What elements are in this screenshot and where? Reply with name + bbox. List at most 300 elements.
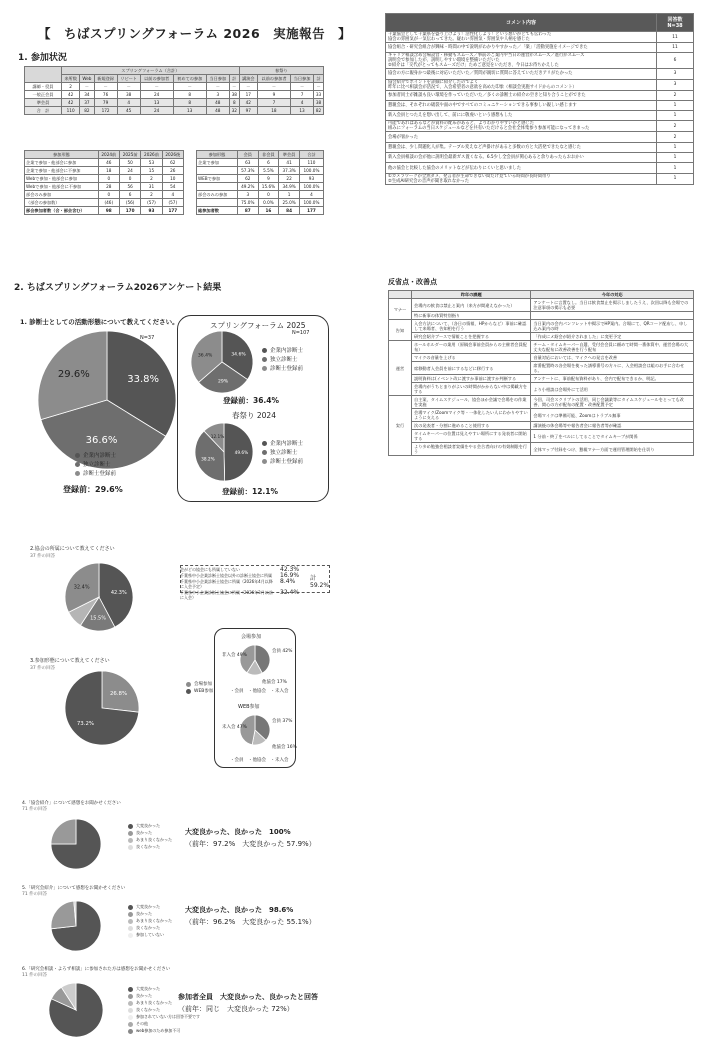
comment-text [386,173,657,184]
reflection-col-issue: 昨年の課題 [412,291,531,299]
comment-text [386,90,657,100]
table-cell: 110 [62,107,80,115]
box24-pie-chart [194,422,254,482]
table-cell: 9 [258,175,279,183]
comment-count: 11 [657,32,694,43]
q2-title: 2.協会の所属について教えてください [30,546,115,552]
table-cell: 3 [237,191,258,199]
comment-row [386,111,694,121]
table-cell: 98 [98,207,119,215]
table-cell: 16 [258,207,279,215]
table-cell: 37.3% [279,167,300,175]
legend-swatch [128,838,133,843]
table-cell: 0 [98,175,119,183]
comment-count: 2 [657,121,694,132]
comment-line: ②紹介は「交代がとってもスムーズだけ」ためご意見をいただき、今日はお待ちかえした [388,63,559,69]
table-cell: 総参加者数 [197,207,238,215]
legend-label: 千葉県中小企業診断士協会に所属（2026年3月以前に入会） [180,590,273,600]
table-cell: 97 [239,107,257,115]
comment-count: 1 [657,173,694,184]
table-cell: 49.2% [237,183,258,191]
table-cell [197,199,238,207]
table-row [25,159,184,167]
table-cell: 13 [173,107,206,115]
comment-text [386,79,657,90]
reflection-issue: 入会方法について、（各日の情報、HPからなど）事前に確認して来場者、告知相を行う [412,320,531,333]
legend-swatch [262,459,267,464]
comment-text [386,153,657,163]
reflection-issue: タイムキーパーの位置は見えやすい場所にする発表者に開始する [412,430,531,443]
table-cell: 6 [119,191,140,199]
legend-label: 独立診断士 [83,462,111,468]
legend-swatch [262,366,267,371]
table-cell [197,167,238,175]
legend-label: 企業内診断士 [83,453,117,459]
reflection-row [389,320,694,333]
table-cell: 172 [94,107,117,115]
table-cell: 3 [206,91,229,99]
comment-line: 組みにフォーラムの当日スケジュールなどを共有いただけると会社全体集参り参加可能になってきまった [388,126,590,132]
legend-item [262,355,303,363]
subheader-6: 当日参加 [206,75,229,83]
table-cell: 7 [290,91,313,99]
legend-item [128,830,172,836]
table-cell: 48 [206,99,229,107]
legend-item [262,457,303,465]
web-label-c: 他協会 16% [272,745,297,750]
legend-label: 良かった [136,830,152,835]
legend-swatch [128,1001,133,1006]
comment-text [386,111,657,121]
table-cell: 13 [290,107,313,115]
table-cell: 4 [162,191,183,199]
table-cell: 53 [141,159,162,167]
reflection-issue: 会場内がうちとまりがよいの時間がかからない中は掲載方をする [412,383,531,396]
comment-row [386,32,694,43]
comment-line: 説明会で参加したが、説明しやすい環境を整備いただいた [388,58,500,64]
table-cell: 部会参加者数（合・部会含む） [25,207,99,215]
comment-text [386,142,657,152]
table-cell: 26 [162,167,183,175]
reflection-response: アンケートに、事前配布資料があり、会内で配布できるか、明記。 [531,375,694,383]
legend-label: 大変良かった [136,823,160,828]
legend-label: 良くなかった [136,844,160,849]
table-row [25,99,324,107]
type-header: 参加形態 [25,151,99,159]
table-row [25,191,184,199]
comment-row [386,142,694,152]
table-cell: － [140,83,173,91]
comments-header-count: 回答数 N=38 [657,14,694,32]
table-row [197,183,324,191]
legend-item [186,688,213,694]
legend-label: 良くなかった [136,1007,160,1012]
reflection-response [531,312,694,320]
web-legend: ・会員 ・他協会 ・未入会 [230,758,289,763]
reflection-category: マナー [389,299,412,320]
subheader-3: リピート [117,75,140,83]
box25-title: スプリングフォーラム 2025 [210,321,306,330]
comment-line: ①カメラワークが全然ダメ、発言者が生命できない間だけ見ている時間が長時間帯り [388,173,551,179]
table-cell: 79 [94,99,117,107]
subheader-8: 講演会 [239,75,257,83]
table-cell: (57) [162,199,183,207]
comment-line: 会場が暑かった [388,134,419,140]
q4-sub: 71 件の回答 [22,807,48,812]
comment-text [386,132,657,142]
reflection-response: 1 分前・終了をベルにしてることでタイムキープが関係 [531,430,694,443]
table-cell: 177 [299,207,323,215]
table-cell: 22 [279,175,300,183]
table-cell: 110 [299,159,323,167]
reflection-row [389,299,694,312]
table-cell: WEBで参加 [197,175,238,183]
kaijo-label-a: 非入会 49% [222,653,247,658]
subheader-5: 初めての参加 [173,75,206,83]
reflection-response: 「作成にメ紹会が紹介されました」に変更予定 [531,333,694,341]
q1-footer: 登録前：29.6% [63,485,123,494]
table-cell: 18 [257,107,290,115]
comment-count: 6 [657,53,694,69]
q6-title: 6.「研究会相談・よろず相談」に参加された方は感想をお聞かせください [22,967,171,972]
table-cell [197,183,238,191]
table-cell: 0 [98,191,119,199]
reflection-issue: マイクの音量を上げる [412,354,531,362]
comment-text [386,163,657,173]
subheader-10: 当日参加 [290,75,313,83]
table-cell: 24 [140,107,173,115]
comment-line: 懇親会は、少し問題化人が集。テーブル変えなど声掛けがあると多数の方と大活発できたなと感じた [388,144,581,150]
reflection-table [388,290,694,456]
row-label: 一般正会員 [25,91,62,99]
table-cell: 8 [173,99,206,107]
legend-pct: 8.4% [280,578,296,585]
pie-label: 42.3% [110,590,127,597]
table-cell: (56) [119,199,140,207]
legend-swatch [128,987,133,992]
q5-title: 5.「研究会紹介」について感想をお聞かせください [22,886,126,891]
pie-label: 29% [217,379,229,385]
legend-swatch [186,689,191,694]
legend-label: 独立診断士 [270,450,298,456]
pie-label: 38.2% [201,457,215,463]
kaijo-label-c: 他協会 17% [262,680,287,685]
legend-swatch [262,348,267,353]
table-cell: 38 [314,99,324,107]
reflection-col-response: 今年の対応 [531,291,694,299]
reflection-issue: より多め勉強会相談者実績をやる会合者向けの有効制限を行う [412,443,531,456]
pie-label: 26.8% [109,691,128,698]
legend-swatch [128,1008,133,1013]
reflection-response: 当日案内の会内パンフレット中掲示でHP案内。合場にて、QRコード配布し、申し込み案内の時 [531,320,694,333]
legend-item [128,1021,200,1027]
table-cell: 93 [299,175,323,183]
legend-label: 企業内診断士 [270,441,304,447]
reflection-row [389,354,694,362]
table-row [25,167,184,175]
reflection-issue: 会場内の飲食は禁止と案内（来方が間違えなかった） [412,299,531,312]
comments-header-content: コメント内容 [386,14,657,32]
comment-line: 協会の方に親身かつ最後に対応いただいた／質問が親切に質問に答えていただきアリがたかった [388,71,573,77]
web-title: WEB参加 [238,704,260,710]
legend-item [75,460,116,468]
pie-label: 36.4% [197,353,213,359]
comment-row [386,53,694,69]
box25-pie-chart [190,330,254,394]
table-cell: 28 [98,183,119,191]
pie-label: 32.4% [73,584,90,591]
table-cell: 82 [314,107,324,115]
table-cell: 62 [162,159,183,167]
q6-result: 参加者全員 大変良かった、良かったと回答 （前年：同じ 大変良かった 72%） [178,993,318,1013]
pie-label: 15.5% [90,615,106,622]
legend-swatch [262,357,267,362]
comment-count: 1 [657,100,694,110]
legend-label: 診断士登録前 [270,459,304,465]
table-cell: 4 [290,99,313,107]
q1-title: 1. 診断士としての活動形態について教えてください。 [20,318,179,326]
comment-line: 協会の雰囲気が一気伝わってきた。疑わい雰囲気・雰囲気や人柄を感じた [388,37,530,42]
q4-pie-chart [50,818,102,870]
table-cell: 4 [117,99,140,107]
reflection-row [389,430,694,443]
table-cell: Webで参加・他部会に不参加 [25,183,99,191]
comments-table [385,13,694,185]
q2-sub: 37 件の回答 [30,554,56,559]
table-cell: － [94,83,117,91]
q2-combined: 計 59.2% [310,575,330,589]
reflection-row [389,383,694,396]
group-header-spring: 春祭り [239,67,323,75]
legend-label: 企業内診断士 [270,348,304,354]
q6-sub: 11 件の回答 [22,973,48,978]
reflection-issue: ホールホルダーの業用（原稿会事前会員からの主催者会員配布） [412,341,531,354]
comment-count: 1 [657,142,694,152]
table-row [25,83,324,91]
q4-legend [128,822,172,851]
legend-item [128,904,172,910]
table-cell: (46) [98,199,119,207]
legend-swatch [128,919,133,924]
legend-label: WEB参加 [194,689,214,694]
table-row [197,191,324,199]
table-row [25,199,184,207]
table-cell: 48 [206,107,229,115]
box25-n: N=107 [292,330,310,336]
table-cell: － [229,83,239,91]
table-cell: 18 [98,167,119,175]
table-cell: 42 [62,91,80,99]
q5-sub: 71 件の回答 [22,892,48,897]
comment-row [386,79,694,90]
comment-line: 参加者同士が雑談も良い環境を作っていただいた／多くの診断士の紹介の空きと知り合うことができた [388,92,586,98]
table-cell: 38 [229,91,239,99]
table-cell: 63 [237,159,258,167]
table-cell: 33 [314,91,324,99]
table-cell: 31 [141,183,162,191]
type-table [24,150,184,215]
table-cell: 93 [141,207,162,215]
table-cell: 10 [162,175,183,183]
legend-item [128,844,172,850]
subheader-0: 来所数 [62,75,80,83]
legend-label: 参加していない [136,932,164,937]
legend-item [75,451,116,459]
table-cell: 15 [141,167,162,175]
q5-result: 大変良かった、良かった 98.6% （前年：96.2% 大変良かった 55.1%） [185,906,316,926]
comment-count: 3 [657,69,694,79]
section-survey: 2. ちばスプリングフォーラム2026アンケート結果 [14,283,222,293]
legend-swatch [128,824,133,829]
comment-line: キャリア相談含め会場設営・移動もスムーズ／事前のご案内や当日の運営がスムーズ／進行がスムーズ [388,53,585,59]
legend-item [128,837,172,843]
legend-swatch [128,1029,133,1034]
reflection-title: 反省点・改善点 [388,278,437,286]
table-cell: 38 [117,91,140,99]
reflection-response: 席番配置時の各会場を使った誘導番号の方々に、入会相談会は組のお手に合わせる。 [531,362,694,375]
legend-item [128,911,172,917]
type-header: 2026前 [141,151,162,159]
table-cell: 42 [62,99,80,107]
comment-row [386,163,694,173]
pie-label: 36.6% [85,435,118,447]
reflection-issue: 会場マイク/Zoomマイク等・一体化したい人にわかりやすいように支える [412,409,531,422]
table-cell: 企業で参加・他部会に参加 [25,159,99,167]
table-cell: 34 [80,91,94,99]
reflection-response: 今回、司会スクリプトの活用、同じ会議業等にタイムスケジュールをとっても改善、関心の方が配布の配置・改善配置予定 [531,396,694,409]
comment-count: 2 [657,90,694,100]
comment-text [386,32,657,43]
table-cell: 100.0% [299,167,323,175]
kaijo-title: 会場参加 [241,634,262,640]
q6-pie-chart [48,982,104,1038]
reflection-response: 講演後の休会場等や報告者会に報告者等が確認 [531,422,694,430]
legend-label: 千葉県中小企業診断士協会以外の診断士協会に所属 [180,573,272,578]
table-cell: 87 [237,207,258,215]
type-header: 2026後 [162,151,183,159]
table-cell: 50 [119,159,140,167]
web-label-b: 会員 37% [272,719,293,724]
attr-header: 合計 [299,151,323,159]
legend-label: あまり良くなかった [136,1000,172,1005]
group-header-forum: スプリングフォーラム（合計） [62,67,240,75]
box25-legend [262,345,303,373]
legend-label: 独立診断士 [270,357,298,363]
comment-line: 新入会員相談の会が他に説明会最新ガス置くなる。6.5少し全会員が関心あると余りあったらおおかい [388,155,584,161]
reflection-row [389,362,694,375]
table-cell: 41 [279,159,300,167]
reflection-response: チーム・タイムキーパー自選、受付会会員に頼めて時間一番体質中、運営会場の大丈夫な配布に改善改善を行う配布 [531,341,694,354]
box24-footer: 登録前：12.1% [222,487,279,496]
attr-header: 非会員 [258,151,279,159]
type-header: 2024前 [98,151,119,159]
table-cell: － [239,83,257,91]
table-cell: － [80,83,94,91]
legend-swatch [128,994,133,999]
pie-label: 29.6% [57,369,90,381]
legend-swatch [262,441,267,446]
q5-legend [128,903,172,939]
table-cell: － [290,83,313,91]
pie-label: 34.6% [231,352,246,358]
table-cell: 0 [258,191,279,199]
comment-count: 2 [657,132,694,142]
table-cell: 13 [140,99,173,107]
legend-label: 診断士登録前 [270,366,304,372]
table-cell: 76 [94,91,117,99]
pie-label: 33.8% [127,373,160,385]
comment-row [386,43,694,53]
legend-item [128,925,172,931]
reflection-row [389,312,694,320]
q3-title: 3.参加形態について教えてください [30,658,110,664]
row-label: 合 計 [25,107,62,115]
table-cell: 100.0% [299,183,323,191]
table-row [25,91,324,99]
table-cell: 7 [257,99,290,107]
comment-line: ②生成AI研究会の音声が聞き取れなかった [388,178,470,184]
legend-label: 良かった [136,993,152,998]
legend-label: 大変良かった [136,904,160,909]
reflection-response: より小相談は会場外にて活用 [531,383,694,396]
reflection-issue: 特に新事の体質特別指り [412,312,531,320]
table-cell: 0.0% [258,199,279,207]
subheader-4: 以前の参加者 [140,75,173,83]
legend-item [128,823,172,829]
comment-count: 1 [657,111,694,121]
reflection-response: アンケートに言置なし。当日は飲食禁止を掲示しましたうえ、次回以降も会場での注意事項の掲示も必要 [531,299,694,312]
table-row [197,175,324,183]
comment-row [386,173,694,184]
q3-pie-chart [64,670,140,746]
table-row [25,107,324,115]
reflection-response: 全体マップ付録をつけ、懇親マナー方面で運用管理開始を仕切り [531,443,694,456]
comment-line: 可能であればあるなどが資料の配布があるど、よりわかりやすいかと感じた [388,121,535,127]
reflection-row [389,409,694,422]
table-cell: 6 [258,159,279,167]
table-cell: （部会の参加数） [25,199,99,207]
legend-item [128,1028,200,1034]
participation-table [24,66,324,115]
row-label: 準会員 [25,99,62,107]
legend-pct: 16.9% [280,572,300,579]
reflection-category: 運営 [389,341,412,396]
table-cell: 8 [229,99,239,107]
legend-label: あまり良くなかった [136,918,172,923]
table-cell: 84 [279,207,300,215]
comment-count: 1 [657,163,694,173]
table-cell: 46 [98,159,119,167]
table-cell: 82 [80,107,94,115]
legend-label: あまり良くなかった [136,837,172,842]
comment-line: 協会紹介でポイントを詳細に紹介したのでよく [388,79,479,85]
table-cell: 部会のみの参加 [197,191,238,199]
section-participation: 1. 参加状況 [18,53,67,63]
table-cell: 177 [162,207,183,215]
box25-footer: 登録前：36.4% [223,396,280,405]
legend-label: web参加のため参加不可 [136,1028,181,1033]
reflection-issue: 説明資料は(イベント改に渡すか事前に渡すか判断する [412,375,531,383]
comment-row [386,100,694,110]
legend-pct: 42.3% [280,566,300,573]
legend-swatch [75,471,80,476]
table-cell: － [206,83,229,91]
table-cell: 企業で参加 [197,159,238,167]
comment-count: 1 [657,153,694,163]
reflection-issue: 自主案、タイムスケジュール、協会ほか会議で会場をの作業を実施 [412,396,531,409]
subheader-1: Web [80,75,94,83]
table-cell: 37 [80,99,94,107]
